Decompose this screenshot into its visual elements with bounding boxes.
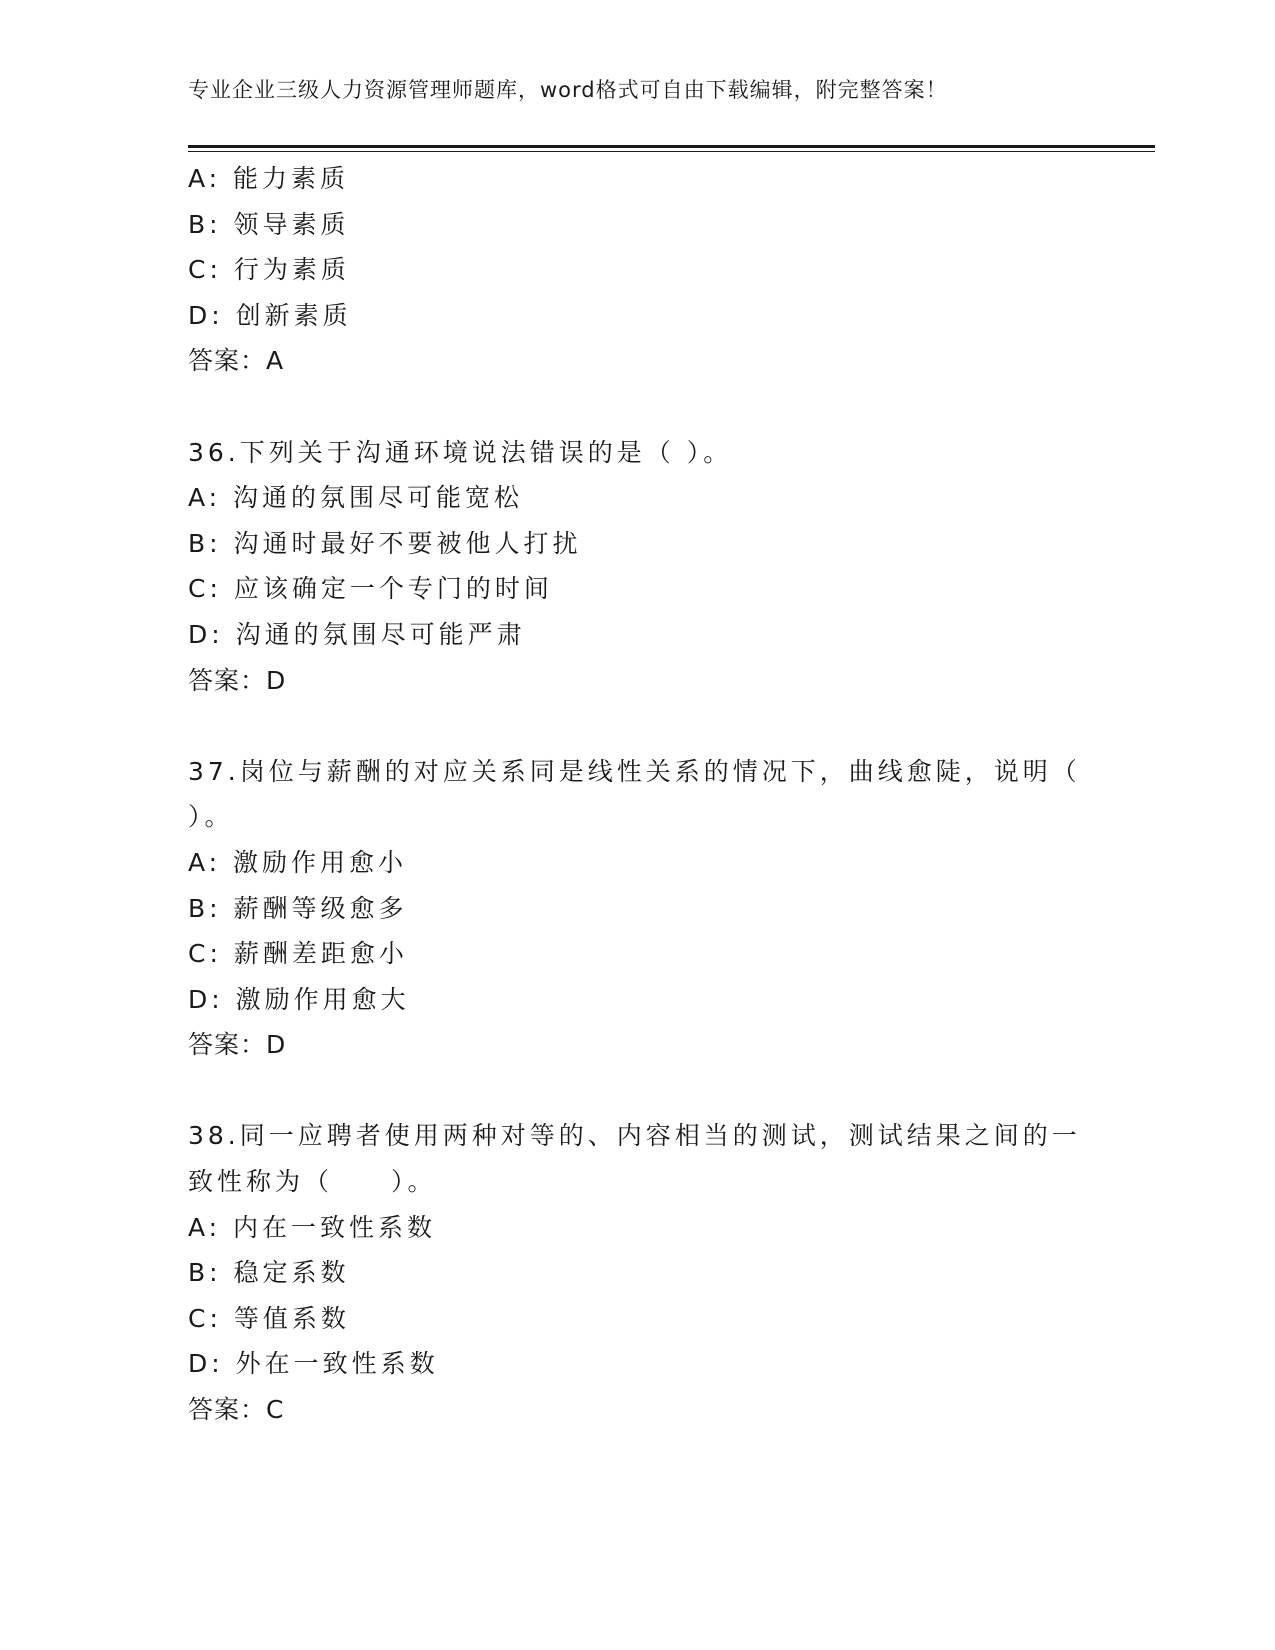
question-list xyxy=(188,156,1088,1433)
option-b: B: 领导素质 xyxy=(188,209,350,239)
spacer xyxy=(188,1068,1088,1114)
option-a: A: 沟通的氛围尽可能宽松 xyxy=(188,483,524,513)
option-c: C: 行为素质 xyxy=(188,255,350,285)
question-block xyxy=(188,430,1088,704)
question-text: 36.下列关于沟通环境说法错误的是（ ）。 xyxy=(188,437,733,467)
option-a: A: 内在一致性系数 xyxy=(188,1212,437,1242)
header-rule-thin xyxy=(188,151,1155,152)
header-rule-thick xyxy=(188,145,1155,148)
option-c: C: 应该确定一个专门的时间 xyxy=(188,574,553,604)
option-a: A: 激励作用愈小 xyxy=(188,847,408,877)
question-block xyxy=(188,1113,1088,1432)
answer-line: 答案：D xyxy=(188,665,287,695)
page-header: 专业企业三级人力资源管理师题库，word格式可自由下载编辑，附完整答案！ xyxy=(188,78,948,102)
option-a: A: 能力素质 xyxy=(188,164,350,193)
question-text: 38.同一应聘者使用两种对等的、内容相当的测试，测试结果之间的一 xyxy=(188,1121,1081,1151)
option-b: B: 薪酬等级愈多 xyxy=(188,893,408,923)
answer-line: 答案：D xyxy=(188,1030,287,1060)
answer-line: 答案：A xyxy=(188,346,285,376)
question-text: 37.岗位与薪酬的对应关系同是线性关系的情况下，曲线愈陡，说明（ xyxy=(188,756,1081,786)
answer-line: 答案：C xyxy=(188,1395,285,1425)
question-block xyxy=(188,156,1088,384)
option-b: B: 沟通时最好不要被他人打扰 xyxy=(188,528,582,558)
spacer xyxy=(188,703,1088,749)
option-d: D: 外在一致性系数 xyxy=(188,1349,439,1379)
spacer xyxy=(188,384,1088,430)
option-d: D: 创新素质 xyxy=(188,300,352,330)
option-b: B: 稳定系数 xyxy=(188,1258,350,1288)
question-text-continued: ）。 xyxy=(188,802,234,832)
option-d: D: 沟通的氛围尽可能严肃 xyxy=(188,619,526,649)
question-block xyxy=(188,749,1088,1068)
option-c: C: 薪酬差距愈小 xyxy=(188,939,408,969)
option-d: D: 激励作用愈大 xyxy=(188,984,410,1014)
option-c: C: 等值系数 xyxy=(188,1303,350,1333)
question-text-continued: 致性称为（ ）。 xyxy=(188,1167,437,1197)
